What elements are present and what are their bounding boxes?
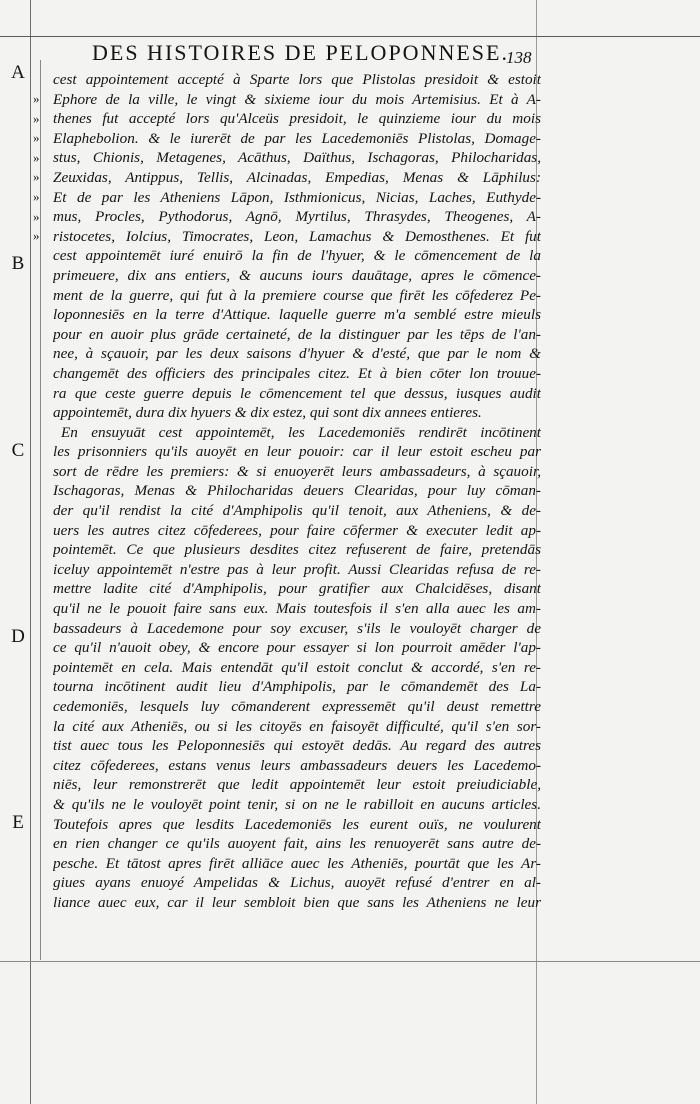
body-line: ce qu'il n'auoit obey, & encore pour essayer si lon pourroit amēder l'ap- <box>53 639 541 657</box>
body-line: mus, Procles, Pythodorus, Agnō, Myrtilus, Thrasydes, Theogenes, A- <box>53 208 541 226</box>
body-line: tourna incōtinent audit lieu d'Amphipolis, par le cōmandemēt des La- <box>53 678 541 696</box>
body-line: uers les autres citez cōfederees, pour faire cōfermer & executer ledit ap- <box>53 521 541 539</box>
body-line: stus, Chionis, Metagenes, Acāthus, Daïthus, Ischagoras, Philocharidas, <box>53 149 541 167</box>
margin-letter-d: D <box>11 626 25 647</box>
body-line: Elaphebolion. & le iurerēt de par les Lacedemoniēs Plistolas, Domage- <box>53 129 541 147</box>
margin-letter-c: C <box>11 440 25 461</box>
body-line: ment de la guerre, qui fut à la premiere course que firēt les cōfederez Pe- <box>53 286 541 304</box>
body-line: giues ayans enuoyé Ampelidas & Lichus, auoyēt refusé d'entrer en al- <box>53 874 541 892</box>
margin-quote-mark: » <box>33 111 40 126</box>
body-text <box>53 70 541 952</box>
body-line: Zeuxidas, Antippus, Tellis, Alcinadas, Empedias, Menas & Lāphilus: <box>53 168 541 186</box>
body-line: bassadeurs à Lacedemone pour soy excuser, s'ils le vouloyēt charger de <box>53 619 541 637</box>
body-line: loponnesiēs en la terre d'Attique. laquelle guerre m'a semblé estre mieuls <box>53 306 541 324</box>
body-line: ra que ceste guerre depuis le cōmencement tel que dessus, iusques audit <box>53 384 541 402</box>
body-line: liance auec eux, car il leur sembloit bien que sans les Atheniens ne leur <box>53 893 541 911</box>
margin-quote-mark: » <box>33 209 40 224</box>
body-line: ristocetes, Iolcius, Timocrates, Leon, Lamachus & Demosthenes. Et fut <box>53 227 541 245</box>
body-line: la cité aux Atheniēs, ou si les citoyēs en faisoyēt difficulté, qu'il s'en sor- <box>53 717 541 735</box>
body-line: cest appointemēt iuré enuirō la fin de l'hyuer, & le cōmencement de la <box>53 247 541 265</box>
body-line: mettre ladite cité d'Amphipolis, pour gratifier aux Chalcidēses, disant <box>53 580 541 598</box>
body-line: cedemoniēs, lesquels luy cōmanderent expressemēt qu'il deust remettre <box>53 698 541 715</box>
body-line: Et de par les Atheniens Lāpon, Isthmionicus, Nicias, Laches, Euthyde- <box>53 188 541 206</box>
margin-quote-mark: » <box>33 189 40 204</box>
body-line: en rien changer ce qu'ils auoyent fait, ains les renuoyerēt sans autre de- <box>53 835 541 853</box>
body-line: pour en auoir plus grāde certaineté, de la distinguer par les tēps de l'an- <box>53 325 541 343</box>
margin-quote-mark: » <box>33 169 40 184</box>
margin-quote-mark: » <box>33 91 40 106</box>
body-line: les prisonniers qu'ils auoyēt en leur pouoir: car il leur estoit escheu par <box>53 443 541 461</box>
body-line: appointemēt, dura dix hyuers & dix estez, qui sont dix annees entieres. <box>53 404 482 422</box>
body-line: tist auec tous les Peloponnesiēs qui estoyēt dedās. Au regard des autres <box>53 737 541 755</box>
margin-quote-mark: » <box>33 150 40 165</box>
body-line: En ensuyuāt cest appointemēt, les Lacedemoniēs rendirēt incōtinent <box>61 423 541 441</box>
body-line: cest appointement accepté à Sparte lors que Plistolas presidoit & estoit <box>53 71 541 88</box>
body-line: Ischagoras, Menas & Philocharidas deuers Clearidas, pour luy cōman- <box>53 482 541 500</box>
body-line: & qu'ils ne le vouloyēt point tenir, si on ne le rabilloit en aucuns articles. <box>53 795 541 813</box>
left-frame-rule <box>30 0 31 1104</box>
running-head: DES HISTOIRES DE PELOPONNESE. <box>92 40 509 65</box>
margin-letter-a: A <box>11 62 25 83</box>
top-frame-rule <box>0 36 700 37</box>
margin-quote-mark: » <box>33 130 40 145</box>
body-line <box>53 932 541 952</box>
body-line: primeuere, dix ans entiers, & aucuns iours dauātage, apres le cōmence- <box>53 266 541 284</box>
body-line: iceluy appointemēt n'estre pas à leur profit. Aussi Clearidas refusa de re- <box>53 560 541 578</box>
body-line: Toutefois apres que lesdits Lacedemoniēs les eurent ouïs, ne voulurent <box>53 815 541 833</box>
page-number: 138 <box>506 48 532 67</box>
body-line: niēs, leur remonstrerēt que ledit appointemēt leur estoit preiudiciable, <box>53 776 541 794</box>
margin-quote-mark: » <box>33 228 40 243</box>
body-line: pesche. Et tātost apres firēt alliāce auec les Atheniēs, pourtāt que les Ar- <box>53 854 541 872</box>
body-line: der qu'il rendist la cité d'Amphipolis qu'il tenoit, aux Atheniens, & de- <box>53 502 541 520</box>
margin-letter-b: B <box>11 253 25 274</box>
body-line: sort de rēdre les premiers: & si enuoyerēt leurs ambassadeurs, à sçauoir, <box>53 462 541 480</box>
body-line: nee, à sçauoir, par les deux saisons d'hyuer & d'esté, que par le nom & <box>53 345 541 363</box>
body-line: qu'il ne le pouoit faire sans eux. Mais toutesfois il s'en alla auec les am- <box>53 600 541 618</box>
body-line: pointemēt en cela. Mais entendāt qu'il estoit conclut & accordé, s'en re- <box>53 658 541 676</box>
body-line: citez cōfederees, estans venus leurs ambassadeurs deuers les Lacedemo- <box>53 756 541 774</box>
body-line <box>53 913 541 933</box>
body-line: pointemēt. Ce que plusieurs desdites citez refuserent de faire, pretendās <box>53 541 541 559</box>
body-line: changemēt des officiers des principales citez. Et à bien cōter lon trouue- <box>53 364 541 382</box>
body-line: Ephore de la ville, le vingt & sixieme iour du mois Artemisius. Et à A- <box>53 90 541 108</box>
bottom-frame-rule <box>0 961 700 962</box>
margin-letter-e: E <box>12 812 24 833</box>
body-line: thenes fut accepté lors qu'Alceüs presidoit, le quinzieme iour du mois <box>53 110 541 128</box>
